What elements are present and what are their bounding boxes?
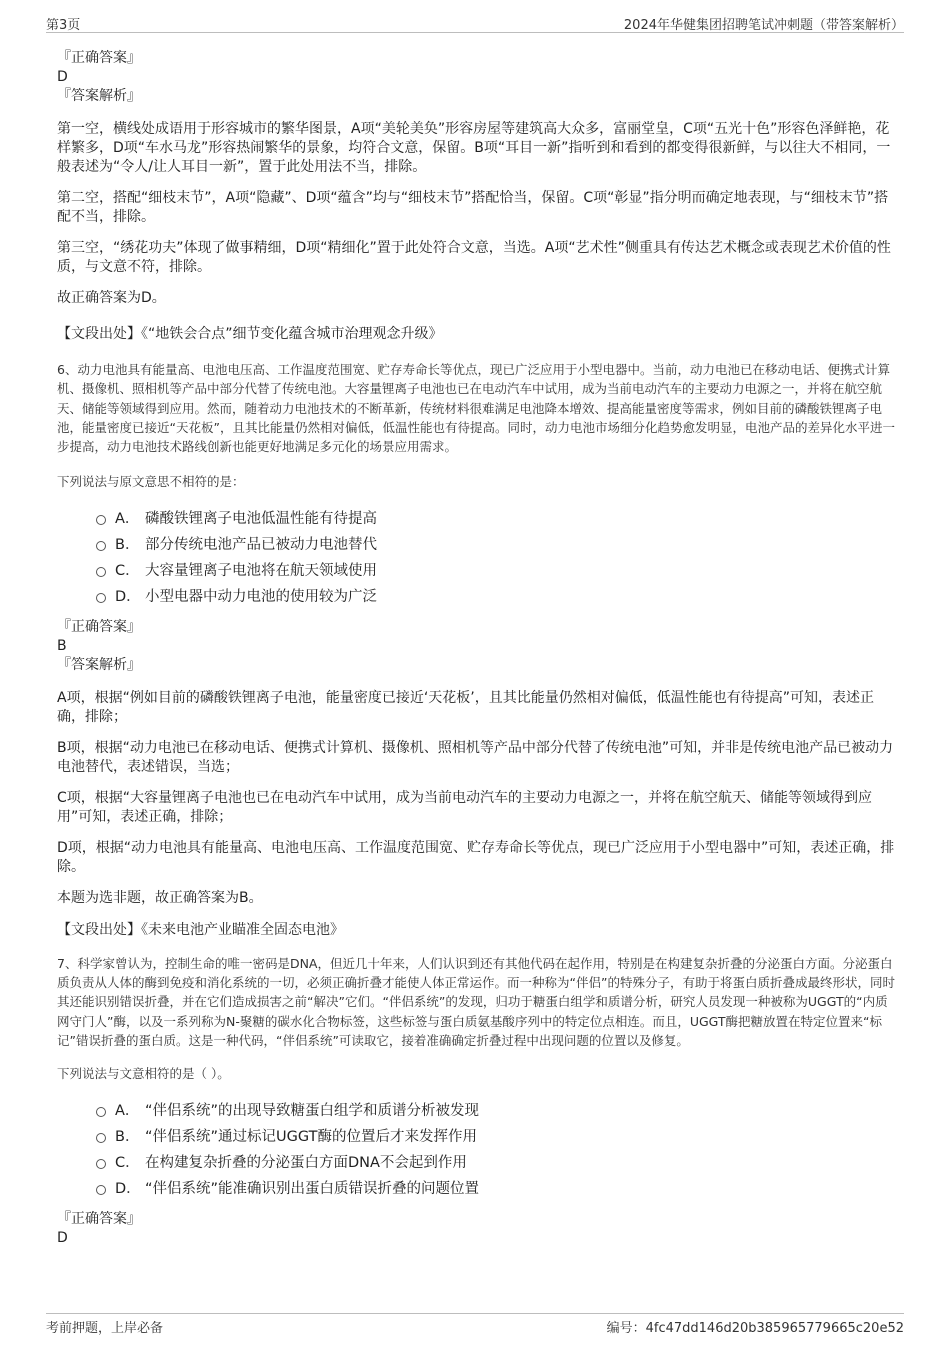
option-list bbox=[57, 1098, 897, 1202]
question-passage: 7、科学家曾认为，控制生命的唯一密码是DNA，但近几十年来，人们认识到还有其他代码在起作用，特别是在构建复杂折叠的分泌蛋白方面。分泌蛋白质负责从人体的酶到免疫和消化系统的一切，必须正确折叠才能使人体正常运作。而一种称为“伴侣”的特殊分子，有助于将蛋白质折叠成最终形状，同时其还能识别错误折叠，并在它们造成损害之前“解决”它们。“伴侣系统”的发现，归功于糖蛋白组学和质谱分析，研究人员发现一种被称为UGGT的“内质网守门人”酶，以及一系列称为N-聚糖的碳水化合物标签，这些标签与蛋白质氨基酸序列中的特定位点相连。而且，UGGT酶把糖放置在特定位置来“标记”错误折叠的蛋白质。这是一种代码，“伴侣系统”可读取它，接着准确确定折叠过程中出现问题的位置以及修复。 bbox=[57, 955, 895, 1048]
radio-icon[interactable] bbox=[96, 1159, 106, 1169]
footer-slogan: 考前押题，上岸必备 bbox=[46, 1321, 164, 1336]
question-prompt: 下列说法与文意相符的是（ ）。 bbox=[57, 1066, 230, 1082]
radio-icon[interactable] bbox=[96, 541, 106, 551]
page-content bbox=[57, 46, 897, 1248]
passage-source: 【文段出处】《未来电池产业瞄准全固态电池》 bbox=[57, 921, 344, 938]
option-text: “伴侣系统”的出现导致糖蛋白组学和质谱分析被发现 bbox=[145, 1102, 480, 1119]
option-letter: A． bbox=[115, 1102, 140, 1119]
option-text: 小型电器中动力电池的使用较为广泛 bbox=[145, 588, 377, 605]
option-letter: D． bbox=[115, 588, 141, 605]
answer-value: B bbox=[57, 637, 67, 654]
option-b[interactable] bbox=[57, 532, 897, 558]
analysis-conclusion: 故正确答案为D。 bbox=[57, 290, 166, 306]
passage-source: 【文段出处】《“地铁会合点”细节变化蕴含城市治理观念升级》 bbox=[57, 326, 443, 342]
option-a[interactable] bbox=[57, 1098, 897, 1124]
answer-value: D bbox=[57, 1229, 68, 1246]
question-passage: 6、动力电池具有能量高、电池电压高、工作温度范围宽、贮存寿命长等优点，现已广泛应用于小型电器中。当前，动力电池已在移动电话、便携式计算机、摄像机、照相机等产品中部分代替了传统电池。大容量锂离子电池也已在电动汽车中试用，成为当前电动汽车的主要动力电源之一，并将在航空航天、储能等领域得到应用。然而，随着动力电池技术的不断革新，传统材料很难满足电池降本增效、提高能量密度等需求，例如目前的磷酸铁锂离子电池，能量密度已接近“天花板”，且其比能量仍然相对偏低，低温性能也有待提高。同时，动力电池市场细分化趋势愈发明显，电池产品的差异化水平进一步提高，动力电池技术路线创新也能更好地满足多元化的场景应用需求。 bbox=[57, 362, 895, 455]
option-letter: C． bbox=[115, 562, 140, 579]
option-text: “伴侣系统”通过标记UGGT酶的位置后才来发挥作用 bbox=[145, 1128, 477, 1145]
option-a[interactable] bbox=[57, 506, 897, 532]
question-prompt: 下列说法与原文意思不相符的是： bbox=[57, 474, 245, 490]
analysis-label: 『答案解析』 bbox=[57, 656, 141, 673]
page-header bbox=[46, 12, 904, 33]
option-letter: A． bbox=[115, 510, 140, 527]
answer-label: 『正确答案』 bbox=[57, 618, 141, 635]
analysis-label: 『答案解析』 bbox=[57, 88, 141, 104]
option-letter: D． bbox=[115, 1180, 141, 1197]
radio-icon[interactable] bbox=[96, 1107, 106, 1117]
option-d[interactable] bbox=[57, 584, 897, 610]
option-text: 部分传统电池产品已被动力电池替代 bbox=[145, 536, 377, 553]
option-letter: C． bbox=[115, 1154, 140, 1171]
page-number: 第3页 bbox=[46, 18, 81, 33]
radio-icon[interactable] bbox=[96, 515, 106, 525]
analysis-paragraph: 第一空，横线处成语用于形容城市的繁华图景，A项“美轮美奂”形容房屋等建筑高大众多，富丽堂皇，C项“五光十色”形容色泽鲜艳，花样繁多，D项“车水马龙”形容热闹繁华的景象，均符合文意，保留。B项“耳目一新”指听到和看到的都变得很新鲜，与以往大不相同，一般表述为“令人/让人耳目一新”，置于此处用法不当，排除。 bbox=[57, 121, 891, 175]
analysis-paragraph: C项，根据“大容量锂离子电池也已在电动汽车中试用，成为当前电动汽车的主要动力电源之一，并将在航空航天、储能等领域得到应用”可知，表述正确，排除； bbox=[57, 789, 873, 825]
answer-label: 『正确答案』 bbox=[57, 50, 141, 66]
option-letter: B． bbox=[115, 1128, 140, 1145]
analysis-paragraph: D项，根据“动力电池具有能量高、电池电压高、工作温度范围宽、贮存寿命长等优点，现已广泛应用于小型电器中”可知，表述正确，排除。 bbox=[57, 839, 895, 875]
option-b[interactable] bbox=[57, 1124, 897, 1150]
page-footer bbox=[46, 1313, 904, 1334]
document-code: 编号：4fc47dd146d20b385965779665c20e52 bbox=[606, 1321, 904, 1336]
document-title: 2024年华健集团招聘笔试冲刺题（带答案解析） bbox=[623, 18, 904, 33]
radio-icon[interactable] bbox=[96, 567, 106, 577]
option-text: 磷酸铁锂离子电池低温性能有待提高 bbox=[145, 510, 377, 527]
option-d[interactable] bbox=[57, 1176, 897, 1202]
analysis-paragraph: 第二空，搭配“细枝末节”，A项“隐藏”、D项“蕴含”均与“细枝末节”搭配恰当，保留。C项“彰显”指分明而确定地表现，与“细枝末节”搭配不当，排除。 bbox=[57, 190, 889, 225]
option-c[interactable] bbox=[57, 558, 897, 584]
radio-icon[interactable] bbox=[96, 593, 106, 603]
analysis-paragraph: 第三空，“绣花功夫”体现了做事精细，D项“精细化”置于此处符合文意，当选。A项“艺术性”侧重具有传达艺术概念或表现艺术价值的性质，与文意不符，排除。 bbox=[57, 240, 891, 275]
analysis-paragraph: B项，根据“动力电池已在移动电话、便携式计算机、摄像机、照相机等产品中部分代替了传统电池”可知，并非是传统电池产品已被动力电池替代，表述错误，当选； bbox=[57, 739, 894, 775]
option-letter: B． bbox=[115, 536, 140, 553]
analysis-conclusion: 本题为选非题，故正确答案为B。 bbox=[57, 889, 263, 906]
radio-icon[interactable] bbox=[96, 1133, 106, 1143]
option-text: “伴侣系统”能准确识别出蛋白质错误折叠的问题位置 bbox=[145, 1180, 480, 1197]
option-text: 在构建复杂折叠的分泌蛋白方面DNA不会起到作用 bbox=[145, 1154, 467, 1171]
option-list bbox=[57, 506, 897, 610]
radio-icon[interactable] bbox=[96, 1185, 106, 1195]
option-c[interactable] bbox=[57, 1150, 897, 1176]
answer-value: D bbox=[57, 69, 68, 85]
analysis-paragraph: A项，根据“例如目前的磷酸铁锂离子电池，能量密度已接近‘天花板’，且其比能量仍然相对偏低，低温性能也有待提高”可知，表述正确，排除； bbox=[57, 689, 874, 725]
option-text: 大容量锂离子电池将在航天领域使用 bbox=[145, 562, 377, 579]
answer-label: 『正确答案』 bbox=[57, 1210, 141, 1227]
